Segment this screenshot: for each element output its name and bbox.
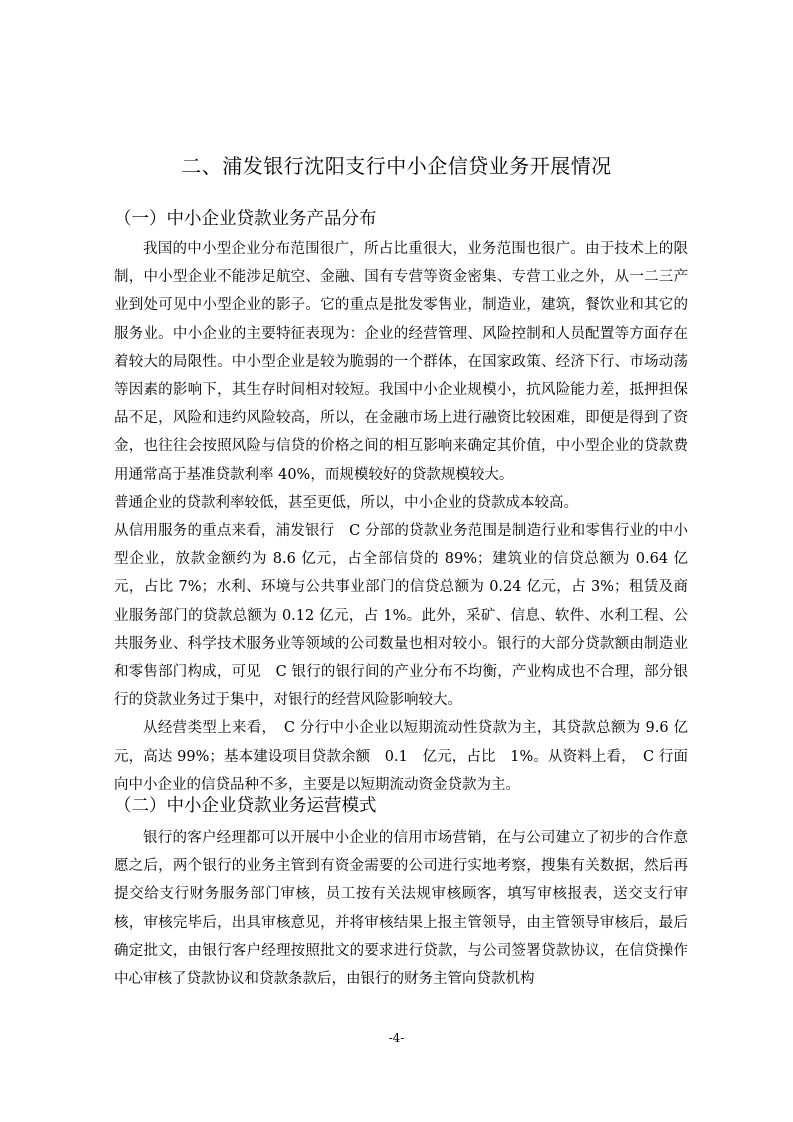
section-body-operation-mode: [114, 824, 688, 993]
section-heading-product-distribution: （一）中小企业贷款业务产品分布: [114, 209, 377, 229]
chapter-title: 二、浦发银行沈阳支行中小企信贷业务开展情况: [181, 154, 612, 178]
section-heading-operation-mode: （二）中小企业贷款业务运营模式: [114, 796, 377, 816]
paragraph: 从经营类型上来看， C 分行中小企业以短期流动性贷款为主，其贷款总额为 9.6 亿元，高达 99%；基本建设项目贷款余额 0.1 亿元，占比 1%。从资料上看， C 行面向中小企业的信贷品种不多，主要是以短期流动资金贷款为主。: [114, 720, 688, 793]
paragraph: 银行的客户经理都可以开展中小企业的信用市场营销，在与公司建立了初步的合作意愿之后，两个银行的业务主管到有资金需要的公司进行实地考察，搜集有关数据，然后再提交给支行财务服务部门审核，员工按有关法规审核顾客，填写审核报表，送交支行审核，审核完毕后，出具审核意见，并将审核结果上报主管领导，由主管领导审核后，最后确定批文，由银行客户经理按照批文的要求进行贷款，与公司签署贷款协议，在信贷操作中心审核了贷款协议和贷款条款后，由银行的财务主管向贷款机构: [114, 830, 688, 988]
paragraph: 我国的中小型企业分布范围很广，所占比重很大，业务范围也很广。由于技术上的限制，中小型企业不能涉足航空、金融、国有专营等资金密集、专营工业之外，从一二三产业到处可见中小型企业的影子。它的重点是批发零售业，制造业，建筑，餐饮业和其它的服务业。中小企业的主要特征表现为：企业的经营管理、风险控制和人员配置等方面存在着较大的局限性。中小型企业是较为脆弱的一个群体，在国家政策、经济下行、市场动荡等因素的影响下，其生存时间相对较短。我国中小企业规模小，抗风险能力差，抵押担保品不足，风险和违约风险较高，所以，在金融市场上进行融资比较困难，即便是得到了资金，也往往会按照风险与信贷的价格之间的相互影响来确定其价值，中小型企业的贷款费用通常高于基准贷款利率 40%，而规模较好的贷款规模较大。: [114, 241, 688, 483]
section-body-product-distribution: [114, 235, 688, 799]
paragraph: 普通企业的贷款利率较低，甚至更低，所以，中小企业的贷款成本较高。: [114, 494, 578, 511]
page-number: -4-: [388, 1031, 405, 1045]
paragraph: 从信用服务的重点来看，浦发银行 C 分部的贷款业务范围是制造行业和零售行业的中小型企业，放款金额约为 8.6 亿元，占全部信贷的 89%；建筑业的信贷总额为 0.64 亿元，占比 7%；水利、环境与公共事业部门的信贷总额为 0.24 亿元，占 3%；租赁及商业服务部门的贷款总额为 0.12 亿元，占 1%。此外，采矿、信息、软件、水利工程、公共服务业、科学技术服务业等领域的公司数量也相对较小。银行的大部分贷款额由制造业和零售部门构成，可见 C 银行的银行间的产业分布不均衡，产业构成也不合理，部分银行的贷款业务过于集中，对银行的经营风险影响较大。: [114, 523, 688, 709]
